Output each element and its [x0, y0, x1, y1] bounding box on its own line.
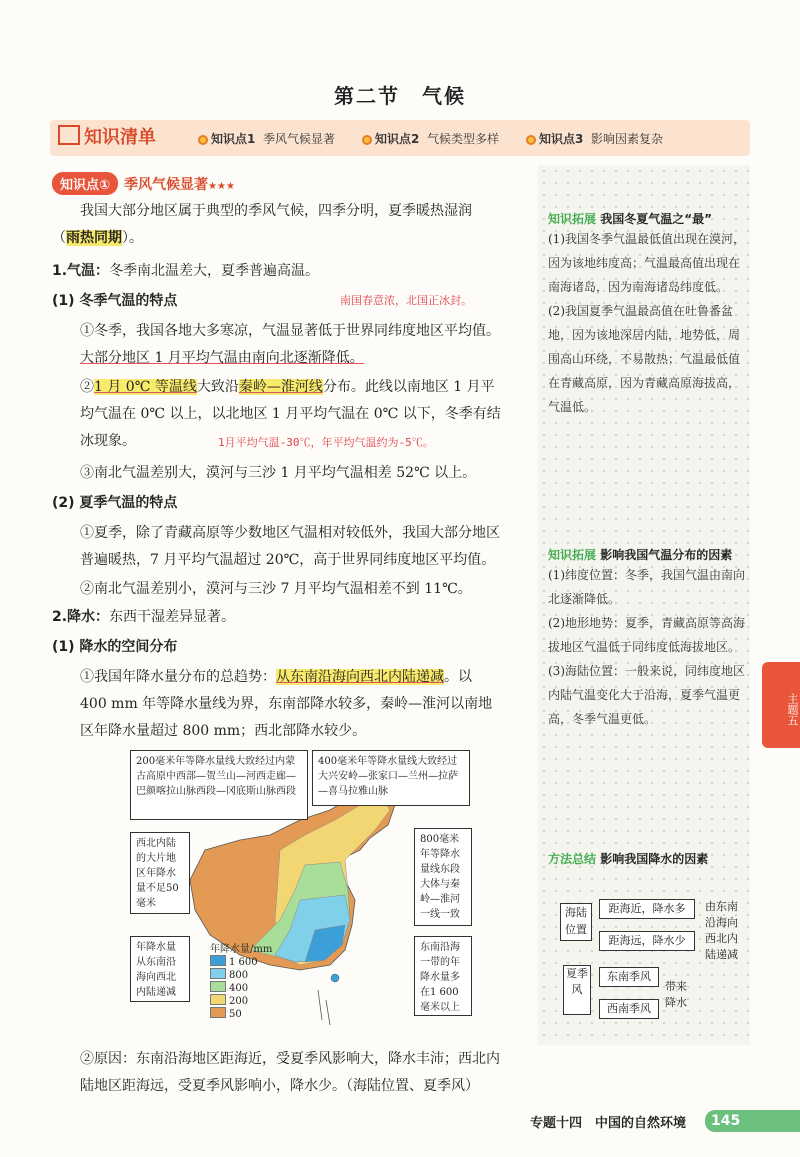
legend-item — [210, 955, 272, 968]
page-number: 145 — [705, 1110, 800, 1132]
dot-icon — [198, 135, 208, 145]
footer-title: 专题十四 中国的自然环境 — [530, 1116, 687, 1131]
banner-item-2: 知识点2 气候类型多样 — [362, 130, 499, 147]
highlight: 雨热同期 — [66, 230, 122, 246]
flow-node-a1: 距海近，降水多 — [599, 899, 695, 919]
summer-p2: ②南北气温差别小，漠河与三沙 7 月平均气温相差不到 11℃。 — [80, 581, 472, 597]
dot-icon — [526, 135, 536, 145]
intro-para: 我国大部分地区属于典型的季风气候，四季分明，夏季暖热湿润 （雨热同期）。 — [52, 203, 472, 246]
banner-main: 知识清单 — [58, 123, 156, 149]
winter-p2: ②1 月 0℃ 等温线大致沿秦岭—淮河线分布。此线以南地区 1 月平 均气温在 0℃ 以上，以北地区 1 月平均气温在 0℃ 以下，冬季有结 冰现象。 — [80, 379, 501, 449]
section-precip: 2.降水：东西干湿差异显著。 — [52, 609, 236, 625]
legend-title: 年降水量/mm — [210, 944, 273, 955]
winter-p3: ③南北气温差别大，漠河与三沙 1 月平均气温相差 52℃ 以上。 — [80, 465, 477, 481]
flow-node-b2: 西南季风 — [599, 999, 659, 1019]
legend-swatch — [210, 981, 226, 992]
legend-label: 800 — [229, 970, 249, 981]
map-callout-4: 800毫米年等降水量线东段大体与秦岭—淮河一线一致 — [414, 828, 472, 926]
kp-name: 季风气候显著 — [124, 177, 209, 193]
map-callout-5: 年降水量从东南沿海向西北内陆递减 — [130, 936, 190, 1002]
stars-icon: ★★★ — [208, 181, 235, 192]
page-title: 第二节 气候 — [334, 84, 466, 108]
legend-label: 50 — [229, 1009, 242, 1020]
side-box-3: 方法总结 影响我国降水的因素 — [548, 852, 709, 866]
summer-head: (2) 夏季气温的特点 — [52, 495, 178, 511]
legend-label: 1 600 — [229, 957, 258, 968]
handwritten-note-2: 1月平均气温-30℃，年平均气温约为-5℃。 — [218, 436, 434, 449]
summer-p1: ①夏季，除了青藏高原等少数地区气温相对较低外，我国大部分地区 普遍暖热，7 月平均气温超过 20℃，高于世界同纬度地区平均值。 — [80, 525, 500, 568]
handwritten-note: 南国春意浓，北国正冰封。 — [340, 294, 472, 307]
banner-item-3: 知识点3 影响因素复杂 — [526, 130, 663, 147]
precip-p1: ①我国年降水量分布的总趋势：从东南沿海向西北内陆递减。以 400 mm 年等降水量线为界，东南部降水较多，秦岭—淮河以南地 区年降水量超过 800 mm；西北部降水较少。 — [80, 669, 493, 739]
precip-head: (1) 降水的空间分布 — [52, 639, 178, 655]
side-box-2: 知识拓展 影响我国气温分布的因素 (1)纬度位置：冬季，我国气温由南向北逐渐降低。 (2)地形地势：夏季，青藏高原等高海拔地区气温低于同纬度低海拔地区。 (3)海陆位置：一般来说，同纬度地区内陆气温变化大于沿海，夏季气温更高，冬季气温更低。 — [548, 548, 745, 726]
legend-swatch — [210, 955, 226, 966]
legend-item — [210, 1007, 272, 1020]
legend-label: 200 — [229, 996, 249, 1007]
precip-map — [130, 750, 475, 1035]
map-callout-1: 200毫米年等降水量线大致经过内蒙古高原中西部—贺兰山—河西走廊—巴颜喀拉山脉西段—冈底斯山脉西段 — [130, 750, 308, 820]
legend-swatch — [210, 1007, 226, 1018]
legend-item — [210, 981, 272, 994]
map-callout-2: 400毫米年等降水量线大致经过大兴安岭—张家口—兰州—拉萨—喜马拉雅山脉 — [312, 750, 470, 806]
kp-tag: 知识点① — [52, 172, 118, 195]
flow-node-a: 海陆位置 — [560, 903, 592, 941]
knowledge-banner — [50, 120, 750, 156]
flow-node-b: 夏季风 — [563, 965, 591, 1015]
side-box-1: 知识拓展 我国冬夏气温之“最” (1)我国冬季气温最低值出现在漠河，因为该地纬度高；气温最高值出现在南海诸岛，因为南海诸岛纬度低。 (2)我国夏季气温最高值在吐鲁番盆地，因为该地深居内陆，地势低，周围高山环绕，不易散热；气温最低值在青藏高原，因为青藏高原海拔高，气温低。 — [548, 212, 745, 414]
dot-icon — [362, 135, 372, 145]
legend-swatch — [210, 994, 226, 1005]
legend-item — [210, 994, 272, 1007]
banner-item-1: 知识点1 季风气候显著 — [198, 130, 335, 147]
map-callout-6: 东南沿海一带的年降水量多在1 600毫米以上 — [414, 936, 472, 1016]
check-icon — [58, 125, 80, 145]
flow-node-a2: 距海远，降水少 — [599, 931, 695, 951]
flow-node-b1: 东南季风 — [599, 967, 659, 987]
winter-p1: ①冬季，我国各地大多寒凉，气温显著低于世界同纬度地区平均值。 大部分地区 1 月平均气温由南向北逐渐降低。 — [80, 323, 500, 366]
legend-swatch — [210, 968, 226, 979]
flow-result-a: 由东南沿海向西北内陆递减 — [705, 900, 738, 961]
legend-label: 400 — [229, 983, 249, 994]
map-callout-3: 西北内陆的大片地区年降水量不足50毫米 — [130, 832, 190, 914]
flow-result-b: 带来降水 — [665, 980, 687, 1009]
kp1-heading — [52, 172, 235, 195]
flow-diagram — [555, 895, 750, 1025]
map-legend — [210, 940, 272, 1020]
legend-item — [210, 968, 272, 981]
winter-head: (1) 冬季气温的特点 — [52, 293, 178, 309]
section-temp: 1.气温：冬季南北温差大，夏季普遍高温。 — [52, 263, 320, 279]
theme-tab[interactable]: 主题五 — [762, 662, 800, 748]
precip-reason: ②原因：东南沿海地区距海近，受夏季风影响大，降水丰沛；西北内 陆地区距海远，受夏季风影响小，降水少。（海陆位置、夏季风） — [80, 1051, 500, 1094]
